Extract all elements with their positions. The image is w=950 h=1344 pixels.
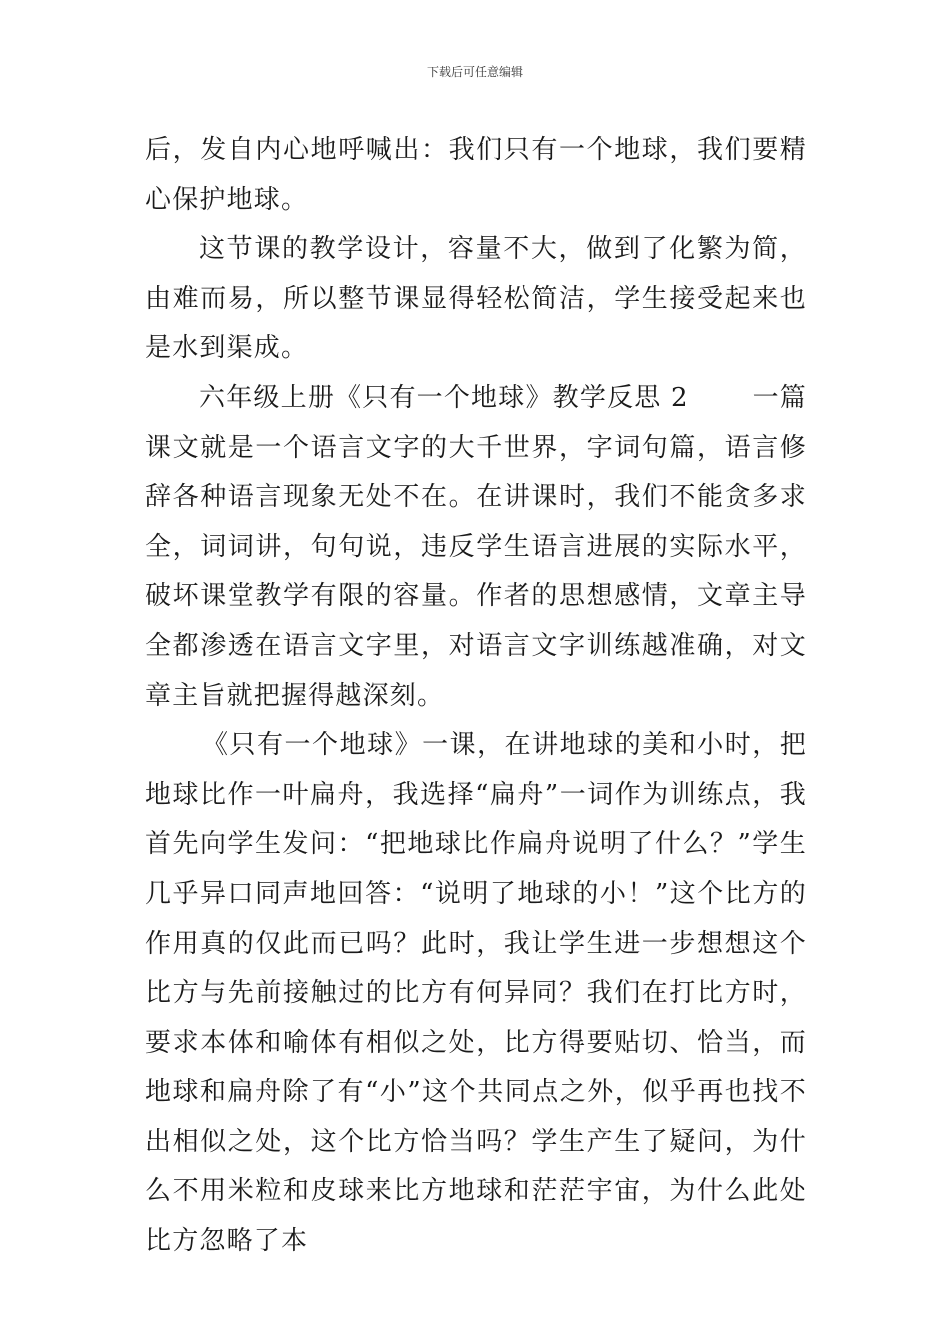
paragraph-metaphor-analysis: 《只有一个地球》一课，在讲地球的美和小时，把地球比作一叶扁舟，我选择“扁舟”一词作为训练点，我首先向学生发问：“把地球比作扁舟说明了什么？”学生几乎异口同声地回答：“说明了地球的小！”这个比方的作用真的仅此而已吗？此时，我让学生进一步想想这个比方与先前接触过的比方有何异同？我们在打比方时，要求本体和喻体有相似之处，比方得要贴切、恰当，而地球和扁舟除了有“小”这个共同点之外，似乎再也找不出相似之处，这个比方恰当吗？学生产生了疑问，为什么不用米粒和皮球来比方地球和茫茫宇宙，为什么此处比方忽略了本	[145, 730, 807, 1257]
paragraph-reflection-2: 六年级上册《只有一个地球》教学反思 2 一篇课文就是一个语言文字的大千世界，字词句篇，语言修辞各种语言现象无处不在。在讲课时，我们不能贪多求全，词词讲，句句说，违反学生语言进展的实际水平，破坏课堂教学有限的容量。作者的思想感情，文章主导全都渗透在语言文字里，对语言文字训练越准确，对文章主旨就把握得越深刻。	[145, 382, 807, 711]
document-body	[145, 126, 807, 1267]
paragraph-continuation: 后，发自内心地呼喊出：我们只有一个地球，我们要精心保护地球。	[145, 135, 807, 215]
page-header-note: 下载后可任意编辑	[426, 65, 523, 79]
paragraph-design-summary: 这节课的教学设计，容量不大，做到了化繁为简，由难而易，所以整节课显得轻松简洁，学生接受起来也是水到渠成。	[145, 234, 807, 364]
